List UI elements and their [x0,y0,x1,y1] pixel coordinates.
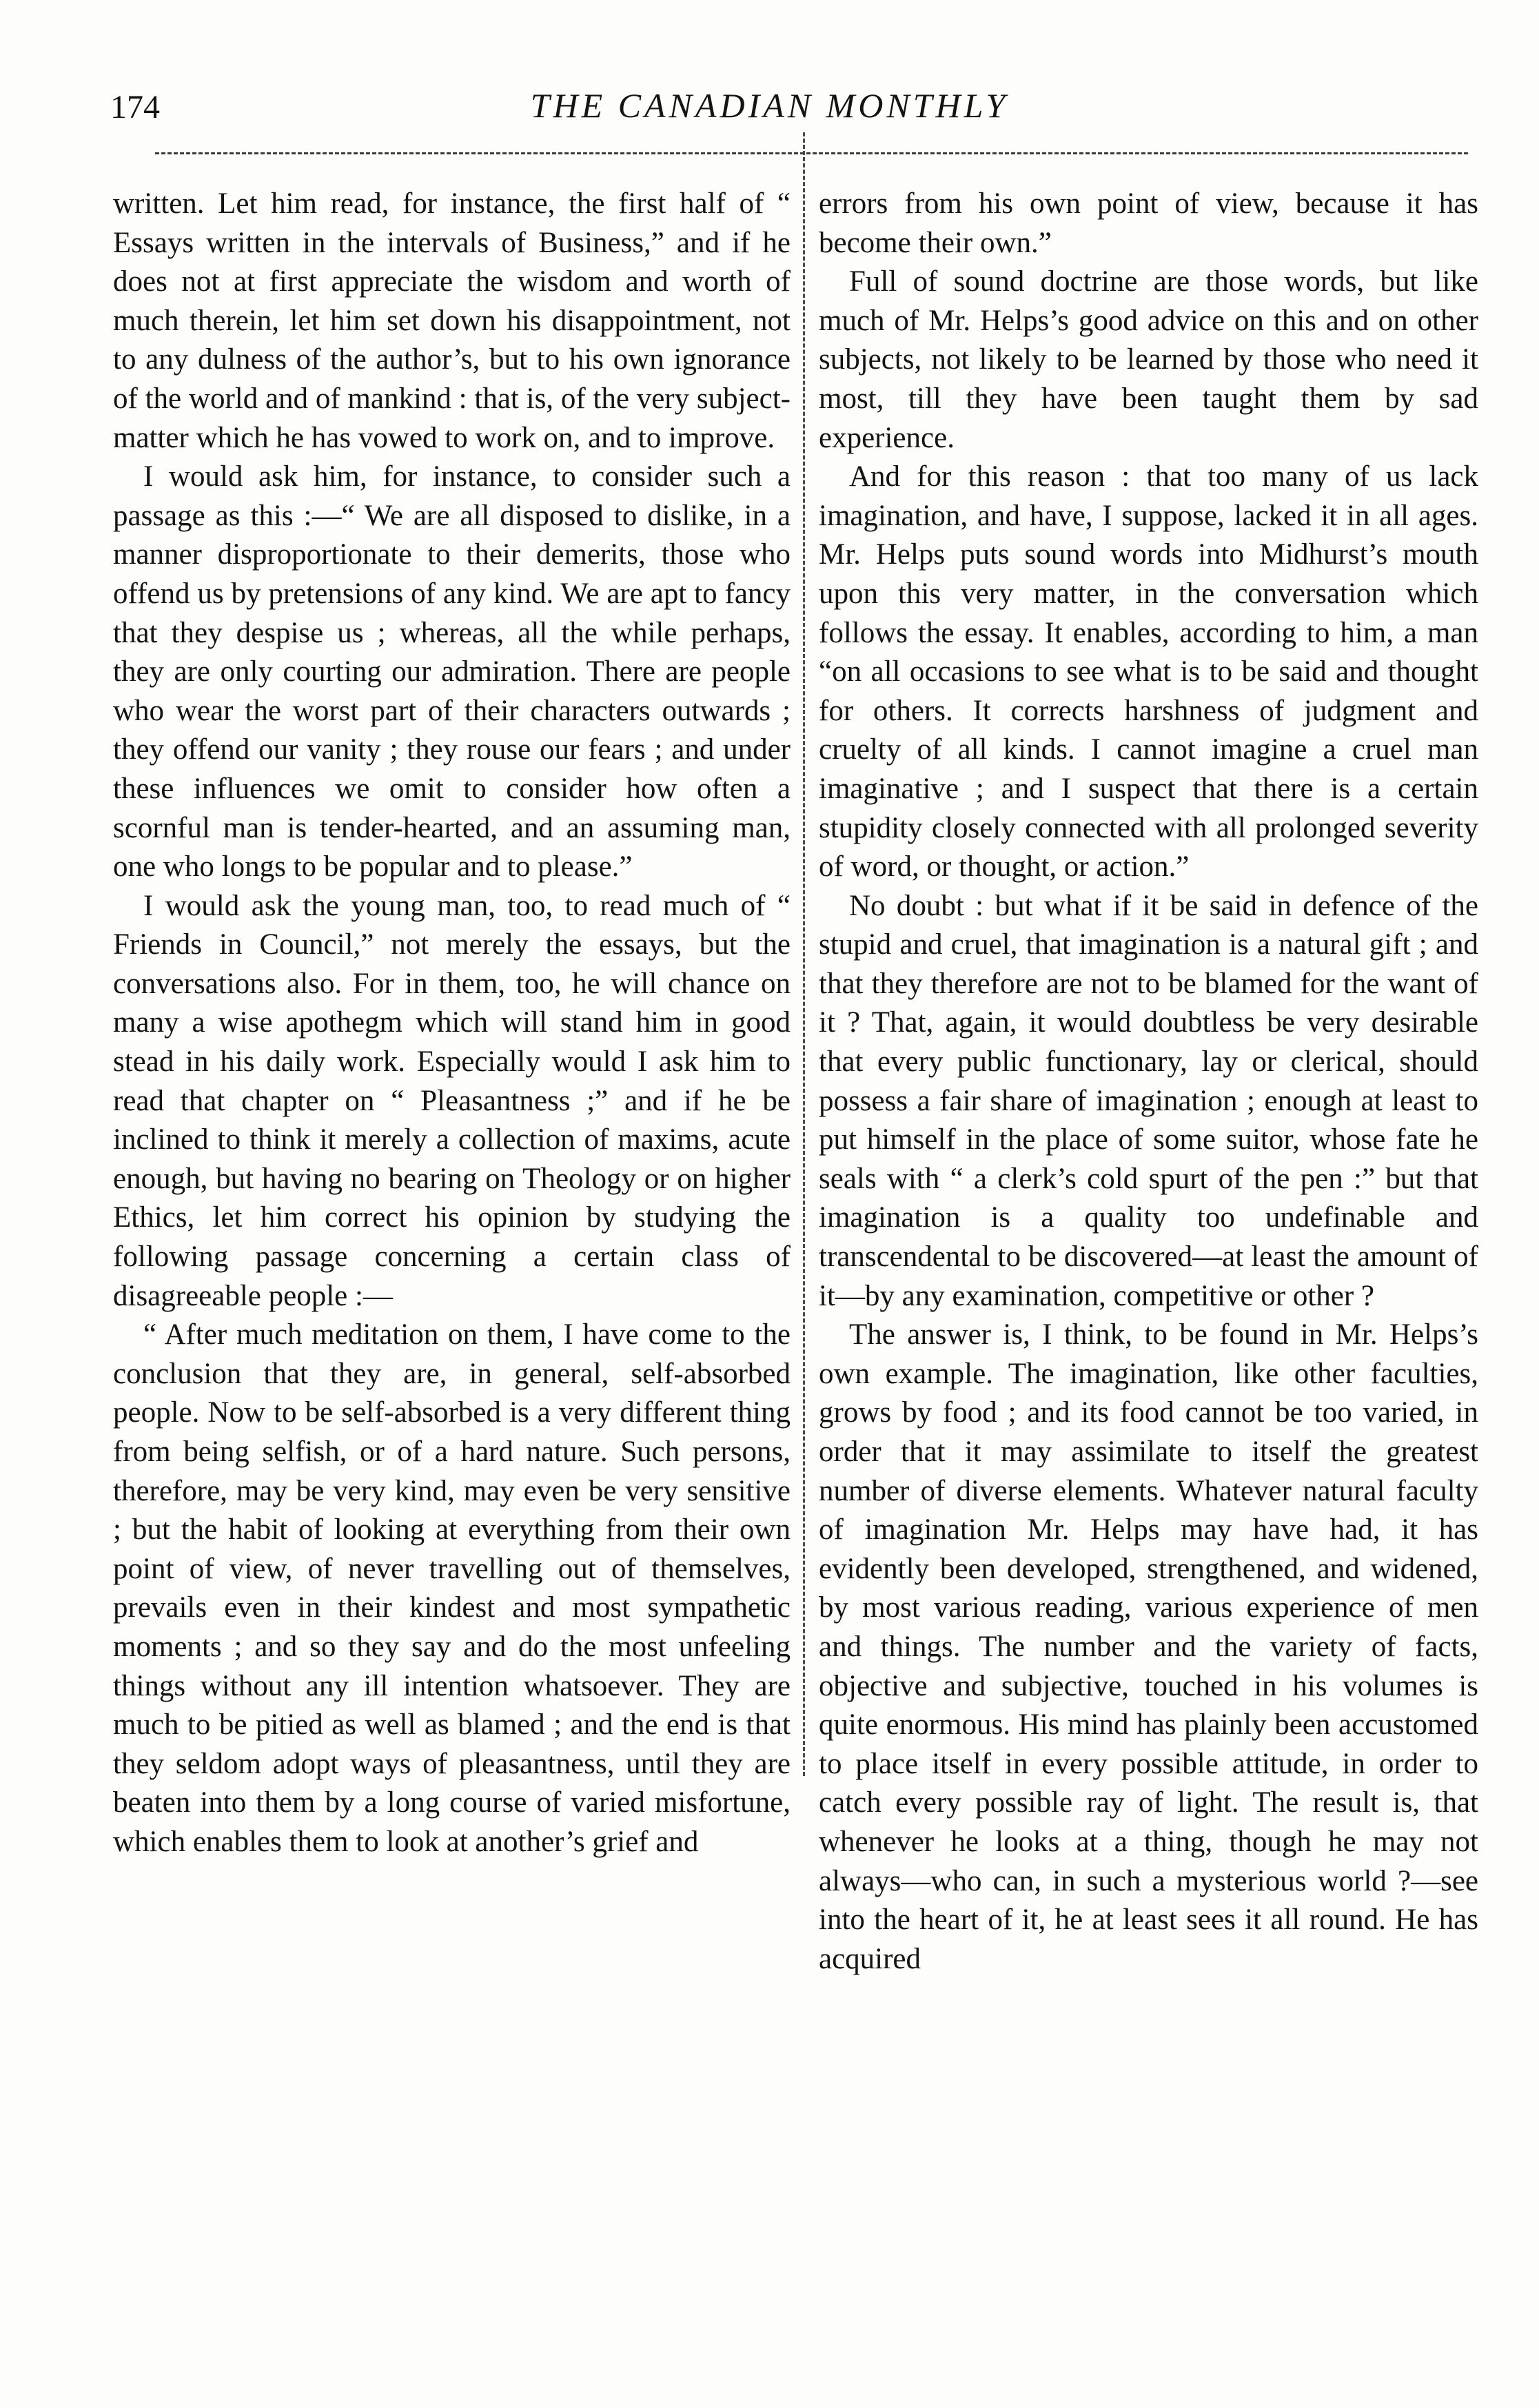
paragraph: No doubt : but what if it be said in defence of the stupid and cruel, that imagination is a natural gift ; and that they therefore are not to be blamed for the want of it ? That, again, it would doubtless be very desirable that every public functionary, lay or clerical, should possess a fair share of imagination ; enough at least to put himself in the place of some suitor, whose fate he seals with “ a clerk’s cold spurt of the pen :” but that imagination is a quality too undefinable and transcendental to be discovered—at least the amount of it—by any examination, competitive or other ? [819,889,1478,1312]
paragraph: written. Let him read, for instance, the first half of “ Essays written in the intervals of Business,” and if he does not at first appreciate the wisdom and worth of much therein, let him set down his disappointment, not to any dulness of the author’s, but to his own ignorance of the world and of mankind : that is, of the very subject-matter which he has vowed to work on, and to improve. [113,187,791,454]
header-rule [155,152,1468,154]
paragraph: Full of sound doctrine are those words, but like much of Mr. Helps’s good advice on this and on other subjects, not likely to be learned by those who need it most, till they have been taught them by sad experience. [819,265,1478,454]
paragraph: I would ask the young man, too, to read much of “ Friends in Council,” not merely the essays, but the conversations also. For in them, too, he will chance on many a wise apothegm which will stand him in good stead in his daily work. Especially would I ask him to read that chapter on “ Pleasantness ;” and if he be inclined to think it merely a collection of maxims, acute enough, but having no bearing on Theology or on higher Ethics, let him correct his opinion by studying the following passage concerning a certain class of disagreeable people :— [113,889,791,1312]
right-column [819,185,1478,1975]
paragraph: errors from his own point of view, because it has become their own.” [819,187,1478,259]
column-divider [803,132,805,1776]
paragraph: I would ask him, for instance, to consider such a passage as this :—“ We are all disposed to dislike, in a manner disproportionate to their demerits, those who offend us by pretensions of any kind. We are apt to fancy that they despise us ; whereas, all the while perhaps, they are only courting our admiration. There are people who wear the worst part of their characters outwards ; they offend our vanity ; they rouse our fears ; and under these influences we omit to consider how often a scornful man is tender-hearted, and an assuming man, one who longs to be popular and to please.” [113,460,791,884]
left-column [113,185,791,1858]
paragraph: The answer is, I think, to be found in Mr. Helps’s own example. The imagination, like other faculties, grows by food ; and its food cannot be too varied, in order that it may assimilate to itself the greatest number of diverse elements. Whatever natural faculty of imagination Mr. Helps may have had, it has evidently been developed, strengthened, and widened, by most various reading, various experience of men and things. The number and the variety of facts, objective and subjective, touched in his volumes is quite enormous. His mind has plainly been accustomed to place itself in every possible attitude, in order to catch every possible ray of light. The result is, that whenever he looks at a thing, though he may not always—who can, in such a mysterious world ?—see into the heart of it, he at least sees it all round. He has acquired [819,1318,1478,1975]
page-number: 174 [110,89,160,125]
paragraph: And for this reason : that too many of us lack imagination, and have, I suppose, lacked it in all ages. Mr. Helps puts sound words into Midhurst’s mouth upon this very matter, in the conversation which follows the essay. It enables, according to him, a man “on all occasions to see what is to be said and thought for others. It corrects harshness of judgment and cruelty of all kinds. I cannot imagine a cruel man imaginative ; and I suspect that there is a certain stupidity closely connected with all prolonged severity of word, or thought, or action.” [819,460,1478,884]
quoted-paragraph: “ After much meditation on them, I have come to the conclusion that they are, in general, self-absorbed people. Now to be self-absorbed is a very different thing from being selfish, or of a hard nature. Such persons, therefore, may be very kind, may even be very sensitive ; but the habit of looking at everything from their own point of view, of never travelling out of themselves, prevails even in their kindest and most sympathetic moments ; and so they say and do the most unfeeling things without any ill intention whatsoever. They are much to be pitied as well as blamed ; and the end is that they seldom adopt ways of pleasantness, until they are beaten into them by a long course of varied misfortune, which enables them to look at another’s grief and [113,1318,791,1858]
running-title: THE CANADIAN MONTHLY [530,86,1009,125]
